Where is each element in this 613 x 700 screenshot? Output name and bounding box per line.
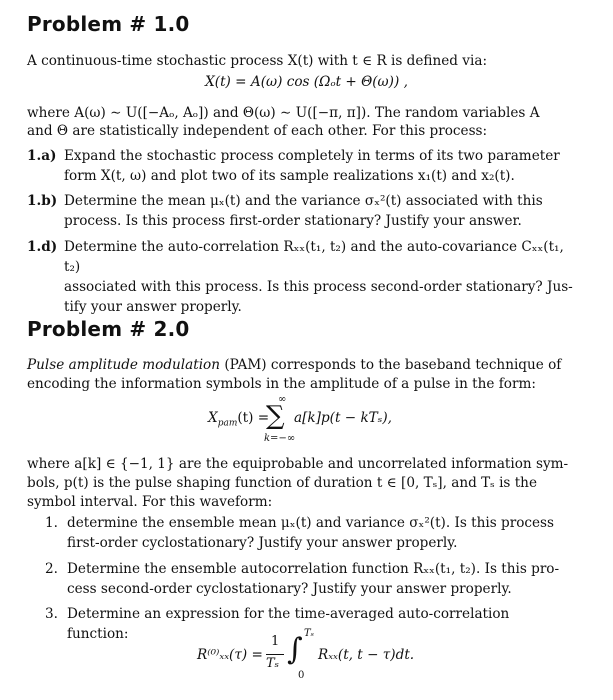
- item-line: tify your answer properly.: [64, 299, 242, 315]
- fraction-denominator: Tₛ: [266, 656, 280, 671]
- item-line: first-order cyclostationary? Justify your answer properly.: [67, 535, 458, 551]
- pam-equation: [0, 394, 613, 447]
- problem-2-where-line3: symbol interval. For this waveform:: [27, 494, 273, 510]
- item-line: determine the ensemble mean μₓ(t) and variance σₓ²(t). Is this process: [67, 515, 554, 531]
- problem-2-item-1: [45, 513, 590, 553]
- sum-upper-limit: ∞: [278, 394, 287, 405]
- item-number: 2.: [45, 561, 58, 577]
- intro-italic-term: Pulse amplitude modulation: [27, 357, 221, 373]
- item-line: Determine the auto-correlation Rₓₓ(t₁, t₂) and the auto-covariance Cₓₓ(t₁, t₂): [64, 239, 564, 275]
- item-line: Expand the stochastic process completely in terms of its two parameter: [64, 148, 560, 164]
- problem-1-item-a: [27, 146, 589, 186]
- problem-2-intro-line1: [27, 356, 587, 375]
- item-line: Determine the ensemble autocorrelation function Rₓₓ(t₁, t₂). Is this pro-: [67, 561, 560, 577]
- item-number: 1.: [45, 515, 58, 531]
- fraction-numerator: 1: [271, 634, 280, 649]
- intro-rest: (PAM) corresponds to the baseband technique of: [220, 357, 562, 373]
- integral-lower-limit: 0: [298, 670, 305, 681]
- problem-2-where-line1: where a[k] ∈ {−1, 1} are the equiprobable and uncorrelated information sym-: [27, 456, 569, 472]
- fraction-bar: [266, 654, 284, 655]
- time-averaged-equation: [0, 628, 613, 688]
- integral-sign: ∫: [287, 632, 303, 667]
- item-number: 3.: [45, 606, 58, 622]
- problem-2-where-line2: bols, p(t) is the pulse shaping function of duration t ∈ [0, Tₛ], and Tₛ is the: [27, 475, 537, 491]
- item-line: form X(t, ω) and plot two of its sample realizations x₁(t) and x₂(t).: [64, 168, 515, 184]
- problem-1-intro: A continuous-time stochastic process X(t) with t ∈ R is defined via:: [27, 53, 488, 69]
- item-line: Determine the mean μₓ(t) and the variance σₓ²(t) associated with this: [64, 193, 543, 209]
- problem-1-equation: X(t) = A(ω) cos (Ωₒt + Θ(ω)) ,: [205, 74, 408, 90]
- problem-2-intro-line2: encoding the information symbols in the amplitude of a pulse in the form:: [27, 376, 536, 392]
- problem-1-title: Problem # 1.0: [27, 12, 190, 36]
- item-line: cess second-order cyclostationary? Justify your answer properly.: [67, 581, 512, 597]
- problem-1-where-line1: where A(ω) ∼ U([−Aₒ, Aₒ]) and Θ(ω) ∼ U([−π, π]). The random variables A: [27, 105, 540, 121]
- item-line: process. Is this process first-order stationary? Justify your answer.: [64, 213, 522, 229]
- item-line: associated with this process. Is this process second-order stationary? Jus-: [64, 279, 573, 295]
- problem-1-item-d: [27, 237, 589, 317]
- sum-lower-limit: k=−∞: [264, 433, 296, 444]
- integral-upper-limit: Tₛ: [304, 628, 315, 639]
- item-label: 1.b): [27, 193, 58, 209]
- problem-2-item-2: [45, 559, 590, 599]
- sum-sign: ∑: [266, 401, 285, 431]
- item-label: 1.a): [27, 148, 57, 164]
- pam-rhs: a[k]p(t − kTₛ),: [294, 410, 392, 426]
- final-rhs: Rₓₓ(t, t − τ)dt.: [318, 647, 415, 663]
- problem-2-title: Problem # 2.0: [27, 317, 190, 341]
- final-lhs: R⁽⁰⁾ₓₓ(τ) =: [197, 647, 263, 663]
- item-label: 1.d): [27, 239, 58, 255]
- problem-1-where-line2: and Θ are statistically independent of each other. For this process:: [27, 123, 488, 139]
- pam-lhs: $X_{pam}(t)$ =: [208, 410, 270, 429]
- problem-1-item-b: [27, 191, 589, 231]
- item-line: Determine an expression for the time-averaged auto-correlation function:: [67, 606, 510, 642]
